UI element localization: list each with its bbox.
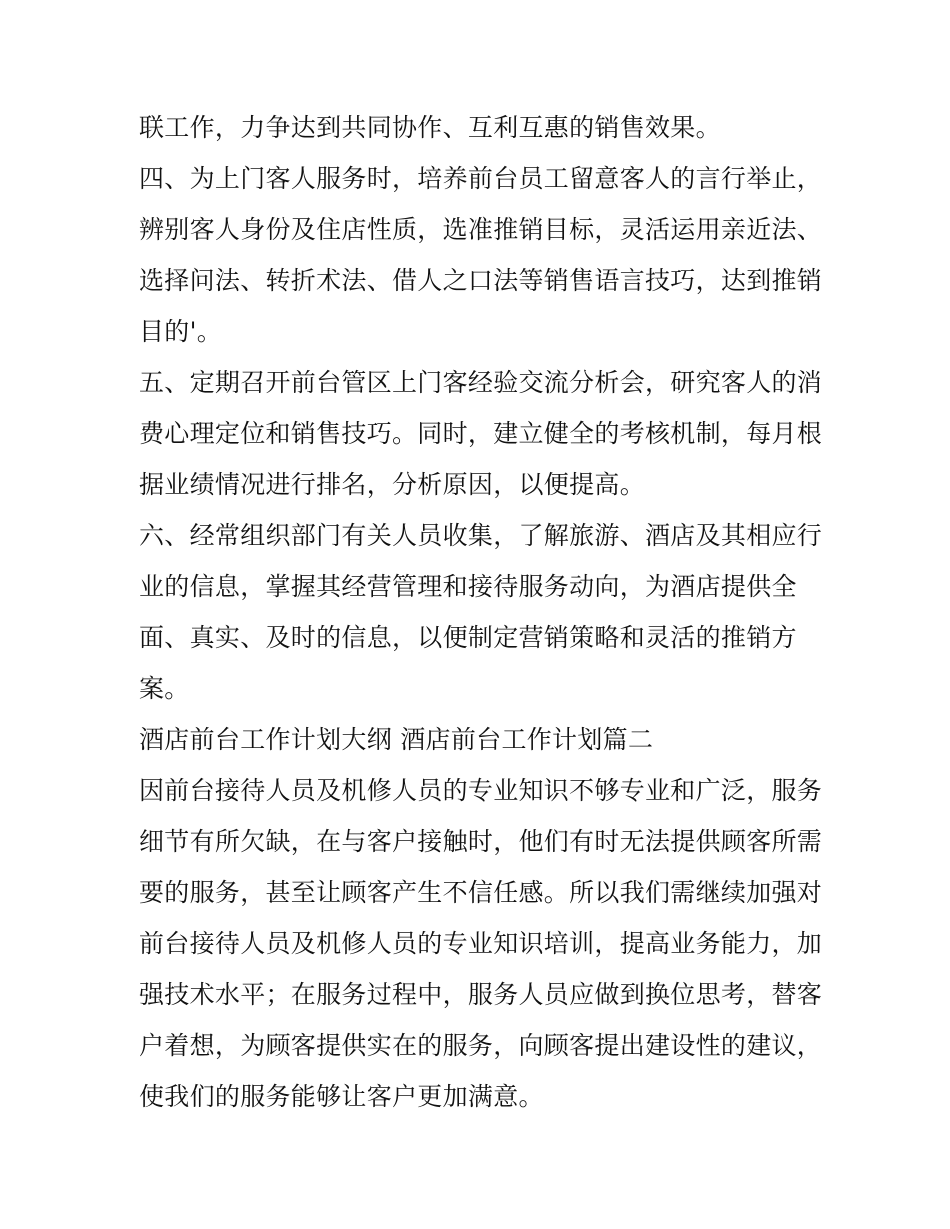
text-line: 选择问法、转折术法、借人之口法等销售语言技巧，达到推销 — [139, 266, 823, 295]
text-line: 要的服务，甚至让顾客产生不信任感。所以我们需继续加强对 — [139, 878, 823, 907]
text-line: 面、真实、及时的信息，以便制定营销策略和灵活的推销方 — [139, 623, 797, 652]
text-line: 业的信息，掌握其经营管理和接待服务动向，为酒店提供全 — [139, 572, 797, 601]
text-line: 目的'。 — [139, 317, 223, 346]
text-line: 四、为上门客人服务时，培养前台员工留意客人的言行举止， — [139, 164, 823, 193]
text-line: 六、经常组织部门有关人员收集，了解旅游、酒店及其相应行 — [139, 521, 823, 550]
text-line: 因前台接待人员及机修人员的专业知识不够专业和广泛，服务 — [139, 776, 823, 805]
text-line: 前台接待人员及机修人员的专业知识培训，提高业务能力，加 — [139, 929, 823, 958]
text-line: 费心理定位和销售技巧。同时，建立健全的考核机制，每月根 — [139, 419, 823, 448]
text-line: 户着想，为顾客提供实在的服务，向顾客提出建设性的建议， — [139, 1031, 823, 1060]
text-line: 强技术水平；在服务过程中，服务人员应做到换位思考，替客 — [139, 980, 823, 1009]
text-line: 细节有所欠缺，在与客户接触时，他们有时无法提供顾客所需 — [139, 827, 823, 856]
text-line: 辨别客人身份及住店性质，选准推销目标，灵活运用亲近法、 — [139, 215, 823, 244]
text-line: 案。 — [139, 674, 190, 703]
text-line: 使我们的服务能够让客户更加满意。 — [139, 1082, 544, 1111]
text-line: 联工作，力争达到共同协作、互利互惠的销售效果。 — [139, 113, 721, 142]
text-line: 五、定期召开前台管区上门客经验交流分析会，研究客人的消 — [139, 368, 823, 397]
text-line: 据业绩情况进行排名，分析原因，以便提高。 — [139, 470, 646, 499]
section-heading: 酒店前台工作计划大纲 酒店前台工作计划篇二 — [139, 725, 654, 754]
